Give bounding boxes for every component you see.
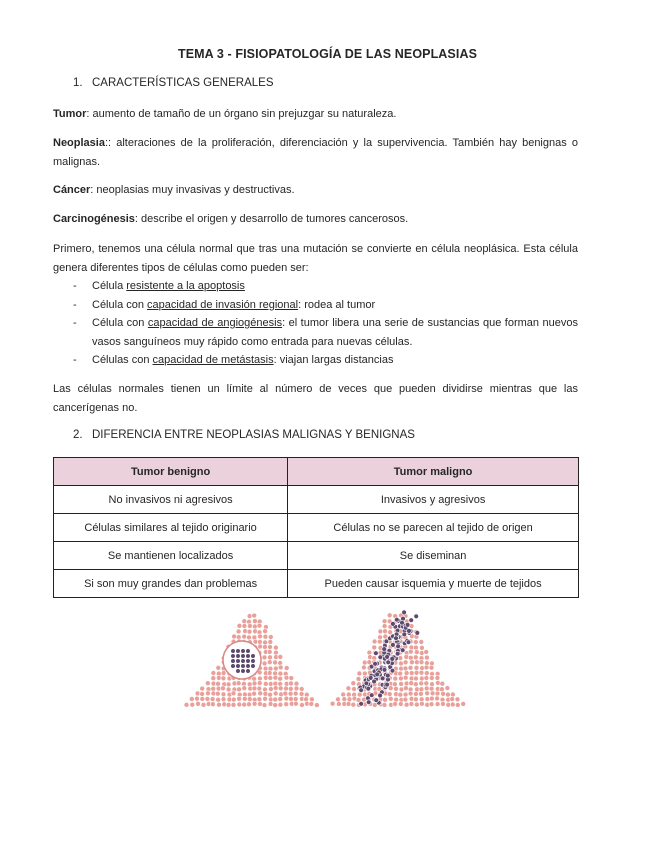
- definition-cancer-text: : neoplasias muy invasivas y destructivas.: [90, 184, 295, 196]
- list-item-keyword: resistente a la apoptosis: [126, 280, 245, 292]
- intro-paragraph: Primero, tenemos una célula normal que tras una mutación se convierte en célula neoplásica. Esta célula genera diferentes tipos de células como pueden ser:: [53, 243, 578, 274]
- list-bullet: -: [73, 354, 77, 366]
- cell-types-list: [73, 277, 578, 370]
- table-row: [54, 570, 579, 598]
- table-cell: Células similares al tejido originario: [54, 514, 288, 542]
- table-cell: Invasivos y agresivos: [288, 486, 579, 514]
- table-row: [54, 486, 579, 514]
- definition-carcinogenesis: [53, 210, 578, 229]
- list-item-suffix: : el tumor libera una serie de sustancias que forman nuevos vasos sanguíneos muy rápido como entrada para nuevas células.: [92, 317, 578, 348]
- list-item-suffix: : viajan largas distancias: [273, 354, 394, 366]
- list-item-prefix: Células con: [92, 354, 153, 366]
- term-tumor: Tumor: [53, 108, 87, 120]
- list-item-keyword: capacidad de invasión regional: [147, 298, 299, 311]
- section-2-title: DIFERENCIA ENTRE NEOPLASIAS MALIGNAS Y BENIGNAS: [92, 429, 415, 441]
- section-2-number: 2.: [73, 429, 83, 441]
- table-cell: Células no se parecen al tejido de origen: [288, 514, 579, 542]
- table-cell: Se mantienen localizados: [54, 542, 288, 570]
- table-row: [54, 514, 579, 542]
- list-item-prefix: Célula con: [92, 317, 148, 329]
- comparison-table: [53, 457, 579, 598]
- table-cell: Se diseminan: [288, 542, 579, 570]
- section-1-title: CARACTERÍSTICAS GENERALES: [92, 77, 274, 89]
- definition-tumor: [53, 105, 578, 124]
- benign-tumor-illustration: [184, 613, 319, 708]
- header-malignant: Tumor maligno: [288, 458, 579, 486]
- list-item-keyword: capacidad de metástasis: [152, 354, 274, 366]
- closing-paragraph: Las células normales tienen un límite al número de veces que pueden dividirse mientras que las cancerígenas no.: [53, 383, 578, 414]
- list-item-suffix: : rodea al tumor: [298, 298, 376, 311]
- document-title: TEMA 3 - FISIOPATOLOGÍA DE LAS NEOPLASIAS: [177, 47, 478, 61]
- term-carcinogenesis: Carcinogénesis: [53, 213, 135, 225]
- list-item: [73, 314, 578, 351]
- list-item-prefix: Célula con: [92, 298, 148, 311]
- term-neoplasia: Neoplasia: [53, 137, 105, 149]
- list-item-prefix: Célula: [92, 280, 127, 292]
- section-1-number: 1.: [73, 77, 83, 89]
- definition-tumor-text: : aumento de tamaño de un órgano sin prejuzgar su naturaleza.: [86, 108, 397, 120]
- section-1-heading: [73, 77, 273, 89]
- term-cancer: Cáncer: [53, 184, 91, 196]
- table-row: [54, 542, 579, 570]
- list-bullet: -: [73, 317, 77, 329]
- table-cell: No invasivos ni agresivos: [54, 486, 288, 514]
- list-item-keyword: capacidad de angiogénesis: [147, 317, 283, 329]
- table-header-row: [54, 458, 579, 486]
- definition-cancer: [53, 181, 578, 200]
- table-cell: Pueden causar isquemia y muerte de tejidos: [288, 570, 579, 598]
- list-item: [73, 277, 578, 296]
- list-bullet: -: [73, 280, 77, 292]
- table-cell: Si son muy grandes dan problemas: [54, 570, 288, 598]
- tumor-illustration: [180, 610, 470, 710]
- list-item: [73, 351, 578, 370]
- definition-neoplasia: [53, 134, 578, 171]
- section-2-heading: [73, 429, 415, 441]
- definition-carcinogenesis-text: : describe el origen y desarrollo de tumores cancerosos.: [134, 213, 409, 225]
- definition-neoplasia-text: :: alteraciones de la proliferación, diferenciación y la supervivencia. También hay benignas o malignas.: [53, 137, 578, 168]
- malignant-tumor-illustration: [330, 610, 466, 708]
- list-bullet: -: [73, 298, 77, 311]
- header-benign: Tumor benigno: [54, 458, 288, 486]
- list-item: [73, 296, 578, 315]
